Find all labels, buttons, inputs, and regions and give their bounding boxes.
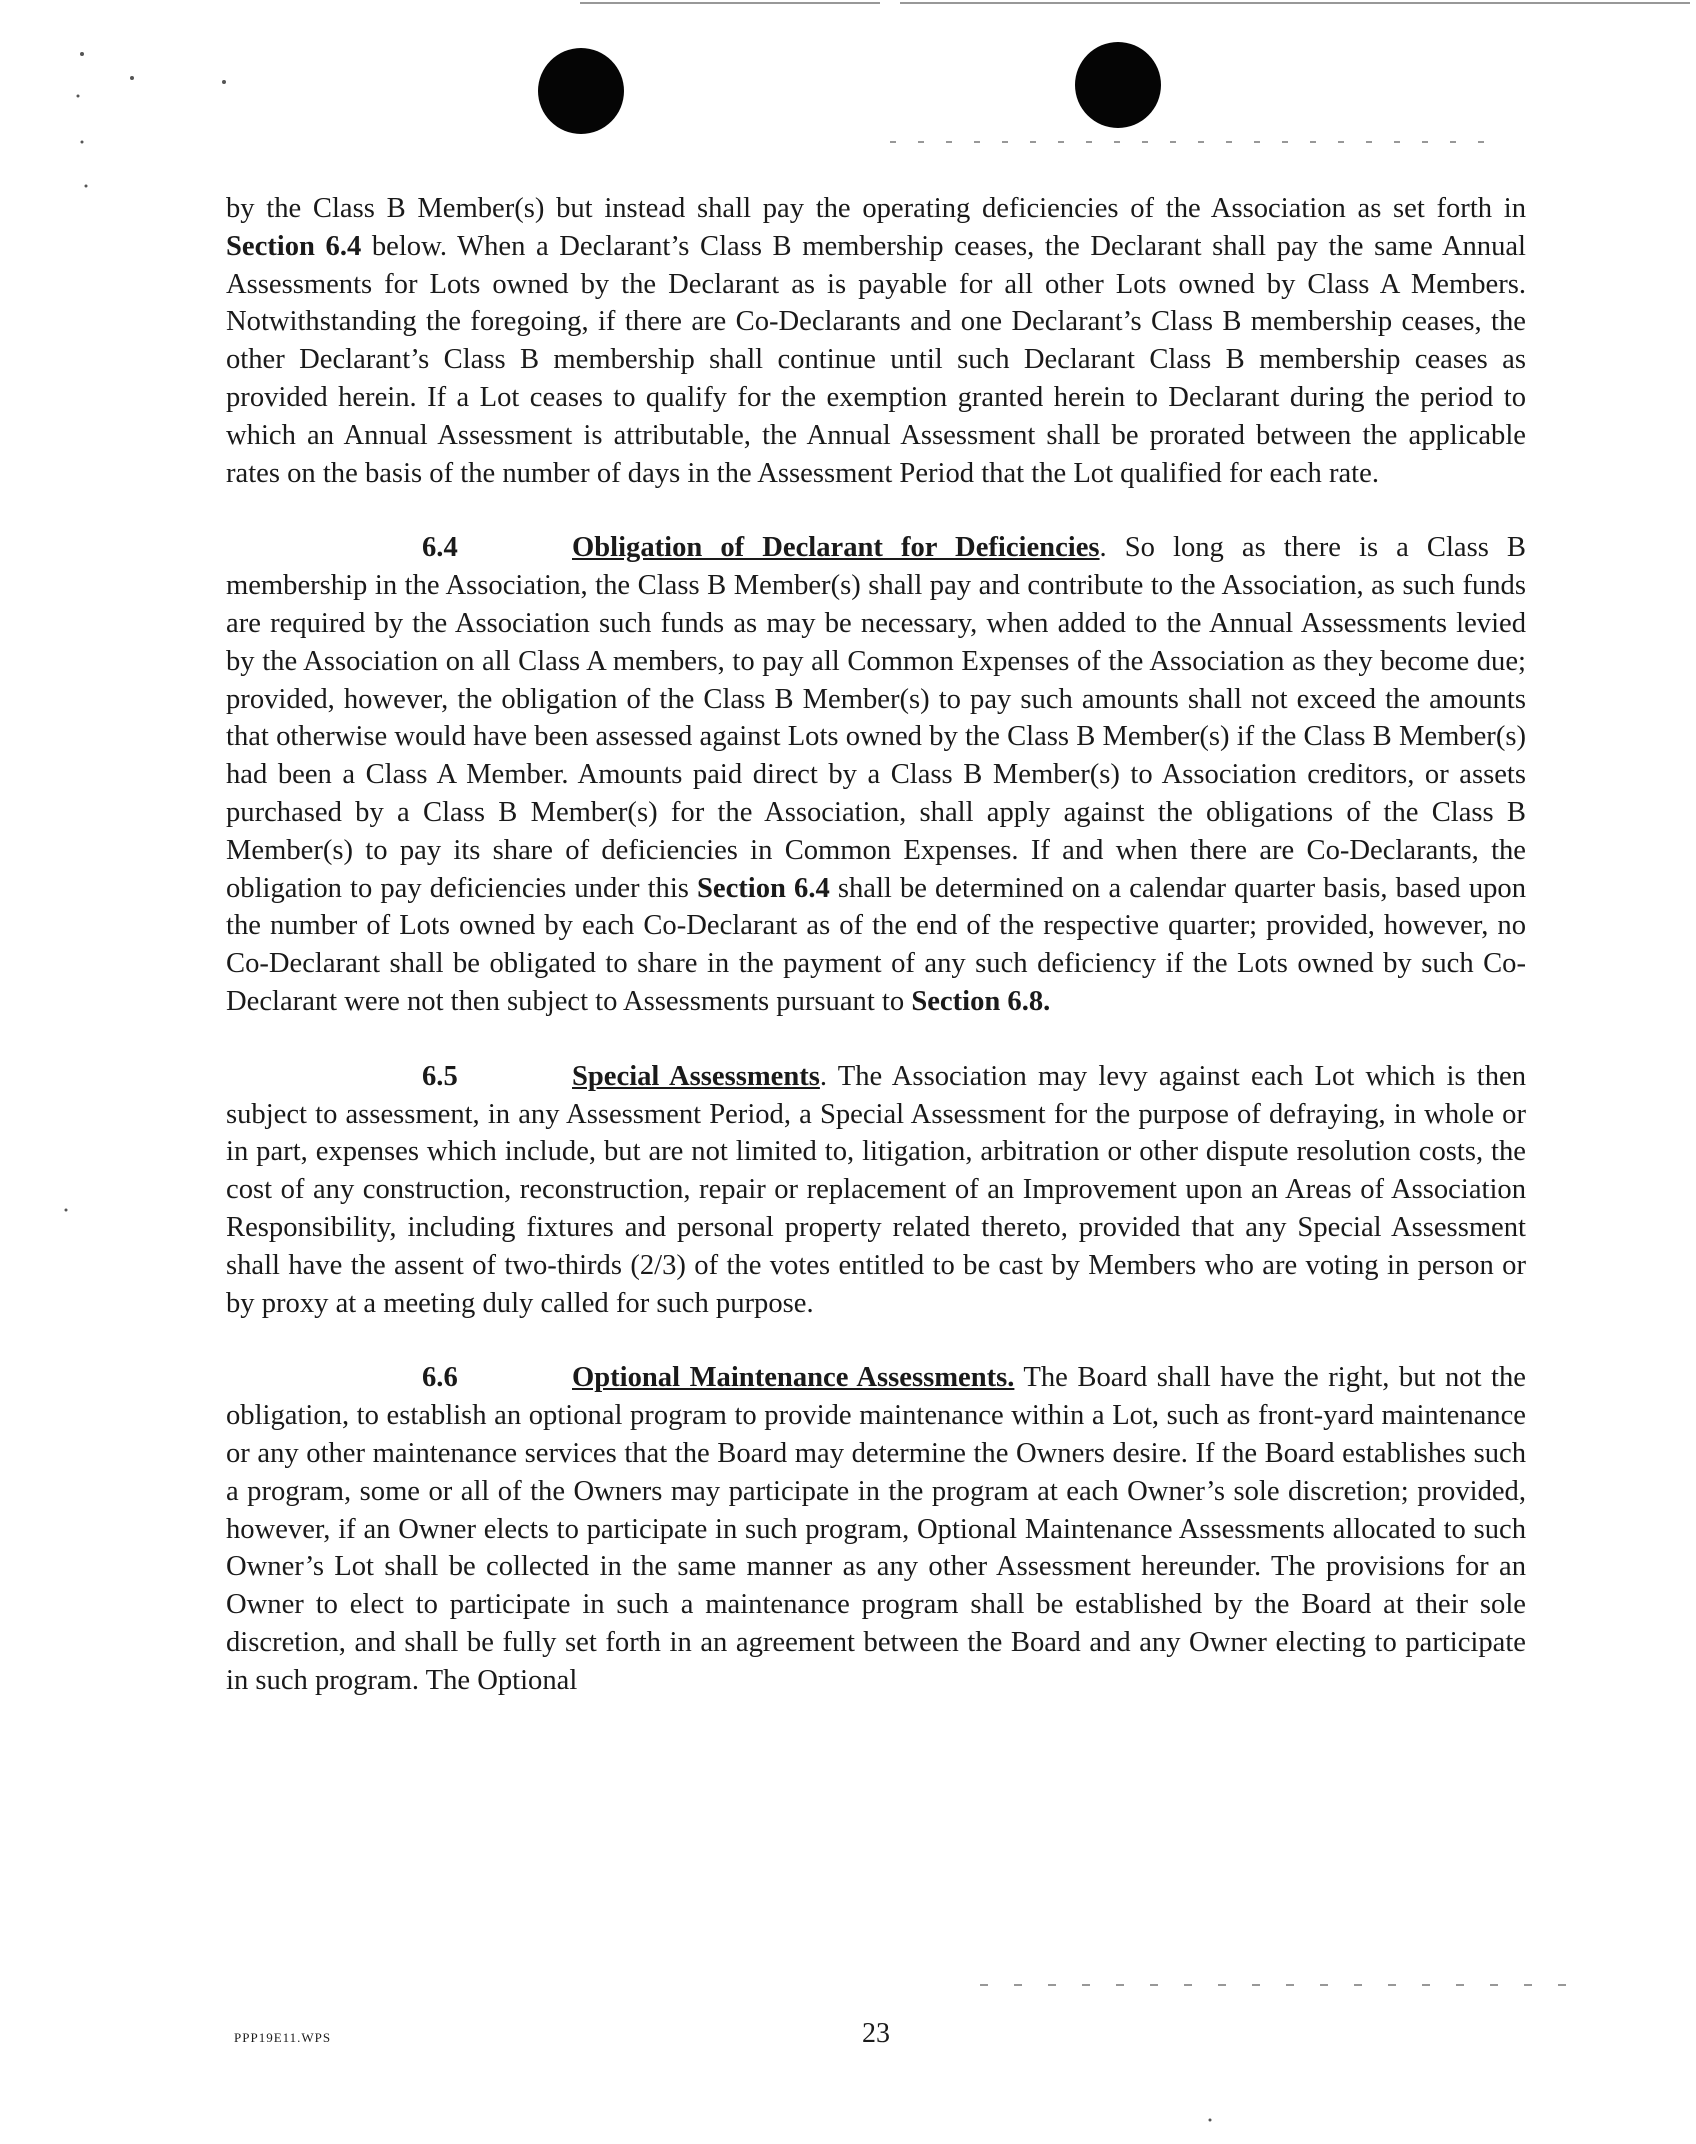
punch-hole-left: [538, 48, 624, 134]
section-6-6: [226, 1359, 1526, 1699]
body-text: . The Association may levy against each Lot which is then subject to assessment, in any Assessment Period, a Special Assessment for the purpose of defraying, in whole or in part, expenses which include, but are not limited to, litigation, arbitration or other dispute resolution costs, the cost of any construction, reconstruction, repair or replacement of an Improvement upon an Areas of Association Responsibility, including fixtures and personal property related thereto, provided that any Special Assessment shall have the assent of two-thirds (2/3) of the votes entitled to be cast by Members who are voting in person or by proxy at a meeting duly called for such purpose.: [226, 1060, 1527, 1319]
body-text: shall be determined on a calendar quarter basis, based upon the number of Lots owned by each Co-Declarant as of the end of the respective quarter; provided, however, no Co-Declarant shall be obligated to share in the payment of any such deficiency if the Lots owned by such Co-Declarant were not then subject to Assessments pursuant to: [226, 872, 1527, 1017]
bold-reference: Section 6.4: [226, 230, 362, 262]
section-number: 6.6: [422, 1362, 458, 1394]
page-number: 23: [862, 2018, 890, 2049]
section-6-4: [226, 529, 1526, 1020]
section-number: 6.5: [422, 1060, 458, 1092]
continuation-paragraph: [226, 190, 1526, 492]
body-text: below. When a Declarant’s Class B membership ceases, the Declarant shall pay the same Annual Assessments for Lots owned by the Declarant as is payable for all other Lots owned by Class A Members. Notwithstanding the foregoing, if there are Co-Declarants and one Declarant’s Class B membership ceases, the other Declarant’s Class B membership shall continue until such Declarant Class B membership ceases as provided herein. If a Lot ceases to qualify for the exemption granted herein to Declarant during the period to which an Annual Assessment is attributable, the Annual Assessment shall be prorated between the applicable rates on the basis of the number of days in the Assessment Period that the Lot qualified for each rate.: [226, 230, 1526, 489]
body-text: The Board shall have the right, but not the obligation, to establish an optional program to provide maintenance within a Lot, such as front-yard maintenance or any other maintenance services that the Board may determine the Owners desire. If the Board establishes such a program, some or all of the Owners may participate in the program at each Owner’s sole discretion; provided, however, if an Owner elects to participate in such program, Optional Maintenance Assessments allocated to such Owner’s Lot shall be collected in the same manner as any other Assessment hereunder. The provisions for an Owner to elect to participate in such a maintenance program shall be established by the Board at their sole discretion, and shall be fully set forth in an agreement between the Board and any Owner electing to participate in such program. The Optional: [226, 1362, 1526, 1696]
section-title: Obligation of Declarant for Deficiencies: [572, 532, 1100, 564]
bold-reference: Section 6.8.: [911, 985, 1051, 1017]
punch-hole-right: [1075, 42, 1161, 128]
section-title: Optional Maintenance Assessments.: [572, 1362, 1015, 1394]
bold-reference: Section 6.4: [696, 872, 830, 904]
section-6-5: [226, 1058, 1526, 1323]
document-body: [226, 190, 1526, 1699]
body-text: . So long as there is a Class B membership in the Association, the Class B Member(s) shall pay and contribute to the Association, as such funds are required by the Association such funds as may be necessary, when added to the Annual Assessments levied by the Association on all Class A members, to pay all Common Expenses of the Association as they become due; provided, however, the obligation of the Class B Member(s) to pay such amounts shall not exceed the amounts that otherwise would have been assessed against Lots owned by the Class B Member(s) if the Class B Member(s) had been a Class A Member. Amounts paid direct by a Class B Member(s) to Association creditors, or assets purchased by a Class B Member(s) for the Association, shall apply against the obligations of the Class B Member(s) to pay its share of deficiencies in Common Expenses. If and when there are Co-Declarants, the obligation to pay deficiencies under this: [226, 532, 1527, 904]
section-number: 6.4: [422, 532, 458, 564]
section-title: Special Assessments: [572, 1060, 820, 1092]
footer-file-code: PPP19E11.WPS: [234, 2030, 332, 2045]
body-text: by the Class B Member(s) but instead shall pay the operating deficiencies of the Association as set forth in: [226, 193, 1526, 224]
